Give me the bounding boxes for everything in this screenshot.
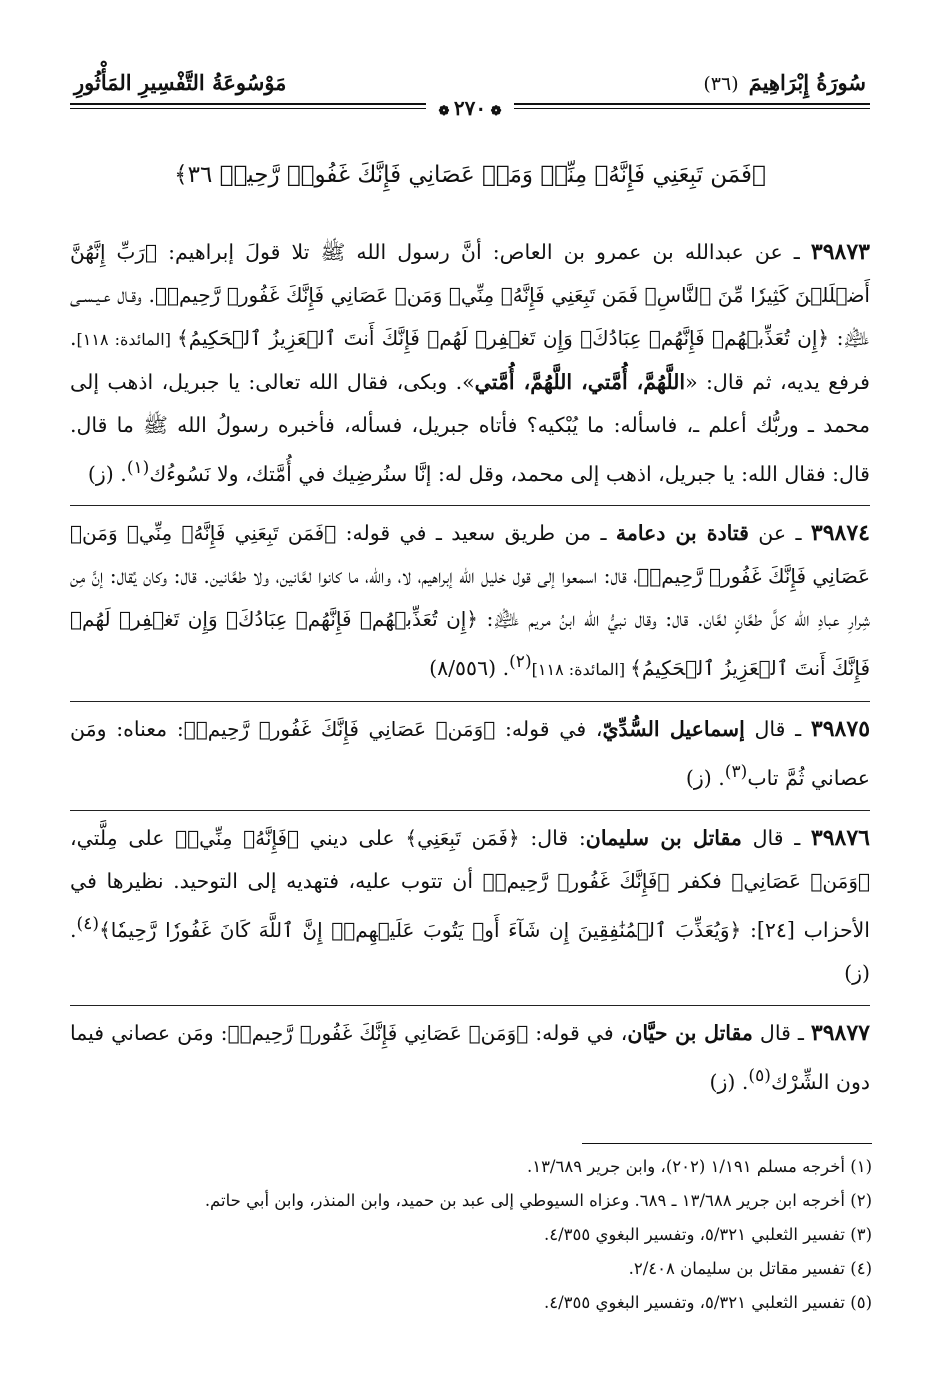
quran-quote: ﴿وَمَنۡ عَصَانِي﴾ [731, 868, 870, 893]
entry-text: . فرفع يديه، ثم قال: « [70, 325, 870, 394]
entry-text: . (ز) [685, 765, 725, 790]
footnote-2: (٢) أخرجه ابن جرير ١٣/٦٨٨ ـ ٦٨٩. وعزاه السيوطي إلى عبد بن حميد، وابن المنذر، وابن أبي حاتم. [204, 1191, 872, 1210]
entry-text: . وقـال عـيـسـى ﵇: [70, 282, 870, 350]
footnote-marker[interactable]: (٥) [748, 1065, 771, 1086]
surah-reference: [المائدة: ١١٨] [531, 660, 631, 680]
surah-number: (٣٦) [703, 73, 739, 95]
footnote-marker[interactable]: (٤) [76, 913, 100, 934]
narrator-name: قتادة بن دعامة [615, 521, 749, 546]
entry-text: ، في قوله: [495, 717, 603, 742]
entry-text: فكفر [669, 868, 732, 893]
entry-39876 [70, 817, 870, 1001]
surah-heading [703, 70, 866, 95]
footnotes [72, 1150, 872, 1320]
narrator-name: مقاتل بن حيَّان [627, 1020, 753, 1045]
ornament-icon: ❁ [486, 104, 502, 119]
quran-quote: ﴿وَمَنۡ عَصَانِي فَإِنَّكَ غَفُورٞ رَّحِيمٞ﴾ [227, 1020, 529, 1045]
footnote-marker[interactable]: (١) [126, 457, 150, 478]
entry-text: : قال: [519, 825, 586, 850]
page-number: ٢٧٠ [453, 96, 487, 120]
quran-quote: ﴿إِن تُعَذِّبۡهُمۡ فَإِنَّهُمۡ عِبَادُكَۖ وَإِن تَغۡفِرۡ لَهُمۡ فَإِنَّكَ أَنتَ ٱلۡعَزِيزُ ٱلۡحَكِيمُ﴾ [70, 607, 870, 681]
quran-verse: ﴿فَمَن تَبِعَنِي فَإِنَّهُۥ مِنِّيۖ وَمَنۡ عَصَانِي فَإِنَّكَ غَفُورٞ رَّحِيمٞ ٣٦﴾ [174, 162, 766, 188]
footnote-rule [582, 1143, 872, 1144]
entry-text: . (٨/٥٥٦) [429, 656, 510, 681]
entry-text: ـ قال [752, 1020, 811, 1045]
footnote-4: (٤) تفسير مقاتل بن سليمان ٢/٤٠٨. [628, 1259, 872, 1278]
entry-text: أن تتوب عليه، فتهديه إلى التوحيد. نظيرها في الأحزاب [٢٤]: [70, 868, 870, 942]
ornament-icon: ❁ [438, 104, 454, 119]
footnote-marker[interactable]: (٢) [509, 652, 532, 673]
entry-separator [70, 810, 870, 811]
entry-text: ـ قال [741, 825, 811, 850]
entry-text: على مِلَّتي، [70, 825, 176, 850]
entry-text: على ديني [299, 825, 406, 850]
hadith-quote: اللَّهُمَّ، أُمَّتي، اللَّهُمَّ، أُمَّتي [474, 369, 686, 394]
quran-quote: ﴿وَمَنۡ عَصَانِي فَإِنَّكَ غَفُورٞ رَّحِيمٞ﴾ [183, 717, 496, 742]
entry-number: ٣٩٨٧٥ [810, 716, 871, 743]
page-number-row [70, 96, 870, 120]
footnote-marker[interactable]: (٣) [724, 762, 748, 783]
narrator-name: إسماعيل السُّدِّيّ [602, 717, 745, 742]
entry-separator [70, 505, 870, 506]
entry-39877 [70, 1012, 870, 1110]
quran-quote: ﴿فَإِنَّهُۥ مِنِّيۖ﴾ [175, 825, 300, 850]
entry-number: ٣٩٨٧٦ [810, 824, 870, 851]
footnote-5: (٥) تفسير الثعلبي ٥/٣٢١، وتفسير البغوي ٤/٣٥٥. [543, 1293, 872, 1312]
entry-text: . (ز) [709, 1069, 749, 1094]
entry-text: ، قال: اسمعوا إلى قول خليل الله إبراهيم، لا، والله، ما كانوا لعَّانين، ولا طعَّانين. قال: وكان يُقال: إنَّ مِن شِرارِ عبادِ الله كلَّ طعَّانٍ لعَّان. قال: وقال نبيُّ الله ابنُ مريم ﵇: [70, 564, 870, 632]
entry-39875 [70, 708, 870, 806]
footnote-3: (٣) تفسير الثعلبي ٥/٣٢١، وتفسير البغوي ٤/٣٥٥. [543, 1225, 872, 1244]
entry-text: ـ من طريق سعيد ـ في قوله: [336, 521, 616, 546]
entry-number: ٣٩٨٧٤ [810, 520, 870, 547]
entry-text: ، في قوله: [528, 1020, 628, 1045]
entry-39874 [70, 512, 870, 697]
entry-39873 [70, 231, 870, 502]
entry-number: ٣٩٨٧٣ [810, 238, 870, 265]
entry-number: ٣٩٨٧٧ [810, 1019, 870, 1046]
entry-text: ـ عن عبدالله بن عمرو بن العاص: أنَّ رسول الله ﷺ تلا قولَ إبراهيم: [157, 239, 811, 264]
entry-text: ـ قال [744, 717, 811, 742]
entry-text: . (ز) [87, 461, 127, 486]
entry-text: . (ز) [70, 917, 870, 985]
page-number-box [426, 96, 513, 120]
entry-text: ». وبكى، فقال الله تعالى: يا جبريل، اذهب إلى محمد ـ وربُّك أعلم ـ، فاسأله: ما يُبْكيه؟ فأتاه جبريل، فسأله، فأخبره رسولُ الله ﷺ ما قال. قال: فقال الله: يا جبريل، اذهب إلى محمد، وقل له: إنَّا سنُرضِيك في أُمَّتك، ولا نَسُوءُك [70, 369, 870, 486]
quran-quote: ﴿فَمَن تَبِعَنِي﴾ [405, 825, 520, 850]
quran-quote: ﴿إِن تُعَذِّبۡهُمۡ فَإِنَّهُمۡ عِبَادُكَۖ وَإِن تَغۡفِرۡ لَهُمۡ فَإِنَّكَ أَنتَ ٱلۡعَزِيزُ ٱلۡحَكِيمُ﴾ [177, 325, 830, 350]
entry-separator [70, 701, 870, 702]
page [70, 70, 870, 1110]
book-title: مَوْسُوعَةُ التَّفْسِيرِ المَأْثُورِ [74, 70, 287, 95]
surah-title: سُورَةُ إِبْرَاهِيمَ [748, 70, 866, 95]
entry-text: ـ عن [748, 521, 811, 546]
quran-quote: ﴿رَبِّ إِنَّهُنَّ أَضۡلَلۡنَ كَثِيرٗا مِّنَ ٱلنَّاسِۖ فَمَن تَبِعَنِي فَإِنَّهُۥ مِنِّيۖ وَمَنۡ عَصَانِي فَإِنَّكَ غَفُورٞ رَّحِيمٞ﴾ [70, 239, 870, 307]
surah-reference: [المائدة: ١١٨] [76, 329, 178, 349]
narrator-name: مقاتل بن سليمان [585, 825, 742, 850]
entry-separator [70, 1005, 870, 1006]
entry-text: : معناه: ومَن عصاني ثُمَّ تاب [70, 717, 870, 790]
quran-quote: ﴿فَإِنَّكَ غَفُورٞ رَّحِيمٞ﴾ [482, 868, 670, 893]
footnote-1: (١) أخرجه مسلم ١/١٩١ (٢٠٢)، وابن جرير ١٣/٦٨٩. [526, 1157, 872, 1176]
quran-quote: ﴿وَيُعَذِّبَ ٱلۡمُنَٰفِقِينَ إِن شَآءَ أَوۡ يَتُوبَ عَلَيۡهِمۡۚ إِنَّ ٱللَّهَ كَانَ غَفُورٗا رَّحِيمٗا﴾ [99, 917, 742, 942]
quran-quote: ﴿فَمَن تَبِعَنِي فَإِنَّهُۥ مِنِّيۖ وَمَنۡ عَصَانِي فَإِنَّكَ غَفُورٞ رَّحِيمٞ﴾ [70, 521, 871, 589]
entry-text: : ومَن عصاني فيما دون الشِّرْك [70, 1020, 870, 1094]
